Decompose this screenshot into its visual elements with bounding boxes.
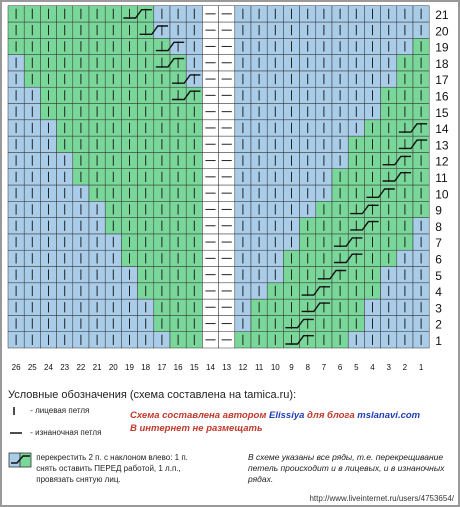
column-number: 13 (222, 363, 232, 372)
row-number: 9 (435, 203, 442, 218)
legend-cross-line1: перекрестить 2 п. с наклоном влево: 1 п. (36, 453, 188, 462)
knit-stitch-icon (8, 406, 28, 416)
row-number: 1 (435, 334, 442, 348)
row-number: 6 (435, 252, 442, 267)
cross-stitch-icon (8, 452, 34, 468)
credit-mid: для блога (304, 410, 358, 421)
column-number: 14 (206, 363, 215, 372)
column-number: 9 (289, 363, 294, 372)
column-number: 15 (189, 363, 199, 372)
column-number: 18 (141, 363, 151, 372)
column-number: 26 (11, 363, 21, 372)
legend-cross-line3: провязать снятую лиц. (36, 475, 121, 484)
row-number: 17 (435, 73, 449, 88)
row-number: 7 (435, 236, 442, 251)
column-number: 20 (108, 363, 118, 372)
column-number: 4 (370, 363, 375, 372)
row-number: 16 (435, 89, 449, 104)
row-number: 13 (435, 138, 449, 153)
column-number: 22 (76, 363, 86, 372)
legend-purl-label: - изнаночная петля (30, 428, 102, 438)
column-number: 5 (354, 363, 359, 372)
row-number: 19 (435, 40, 449, 55)
row-number: 5 (435, 268, 442, 283)
column-number: 23 (60, 363, 70, 372)
author-credit (130, 409, 420, 435)
column-number: 12 (238, 363, 248, 372)
column-number: 11 (254, 363, 264, 372)
credit-author: Elissiya (269, 410, 305, 421)
credit-line2: В интернет не размещать (130, 423, 263, 434)
column-number: 3 (386, 363, 391, 372)
column-number: 1 (418, 363, 424, 372)
row-number: 3 (435, 301, 442, 316)
column-number: 8 (305, 363, 310, 372)
legend-cross (8, 452, 188, 485)
row-number: 20 (435, 24, 449, 39)
row-number: 18 (435, 56, 449, 71)
legend-title: Условные обозначения (схема составлена на tamica.ru): (8, 389, 297, 401)
credit-site: mslanavi.com (357, 410, 421, 421)
column-number: 16 (173, 363, 183, 372)
row-number: 10 (435, 187, 449, 202)
row-number: 4 (435, 285, 442, 300)
source-url: http://www.liveinternet.ru/users/4753654/ (309, 494, 454, 503)
row-number: 8 (435, 219, 442, 234)
column-number: 17 (157, 363, 167, 372)
column-number: 7 (321, 363, 327, 372)
rows-note: В схеме указаны все ряды, т.е. перекрещивание петель происходит и в лицевых, и в изнаночных рядах. (248, 452, 445, 484)
column-number: 25 (27, 363, 37, 372)
row-number: 21 (435, 8, 449, 22)
column-number: 2 (402, 363, 408, 372)
row-number: 14 (435, 122, 449, 137)
legend-knit (8, 406, 89, 416)
row-number: 2 (435, 317, 442, 332)
column-number: 19 (125, 363, 134, 372)
row-number: 15 (435, 105, 449, 120)
credit-prefix: Схема составлена автором (130, 410, 270, 421)
column-number: 6 (337, 363, 343, 372)
legend-cross-line2: снять оставить ПЕРЕД работой, 1 л.п., (36, 464, 181, 473)
column-number: 10 (270, 363, 280, 372)
row-number: 11 (435, 171, 448, 185)
legend-knit-label: - лицевая петля (30, 406, 90, 416)
column-number: 24 (44, 363, 53, 372)
column-number: 21 (92, 363, 102, 372)
row-number: 12 (435, 154, 449, 169)
legend-purl (8, 428, 101, 438)
purl-stitch-icon (8, 428, 28, 438)
